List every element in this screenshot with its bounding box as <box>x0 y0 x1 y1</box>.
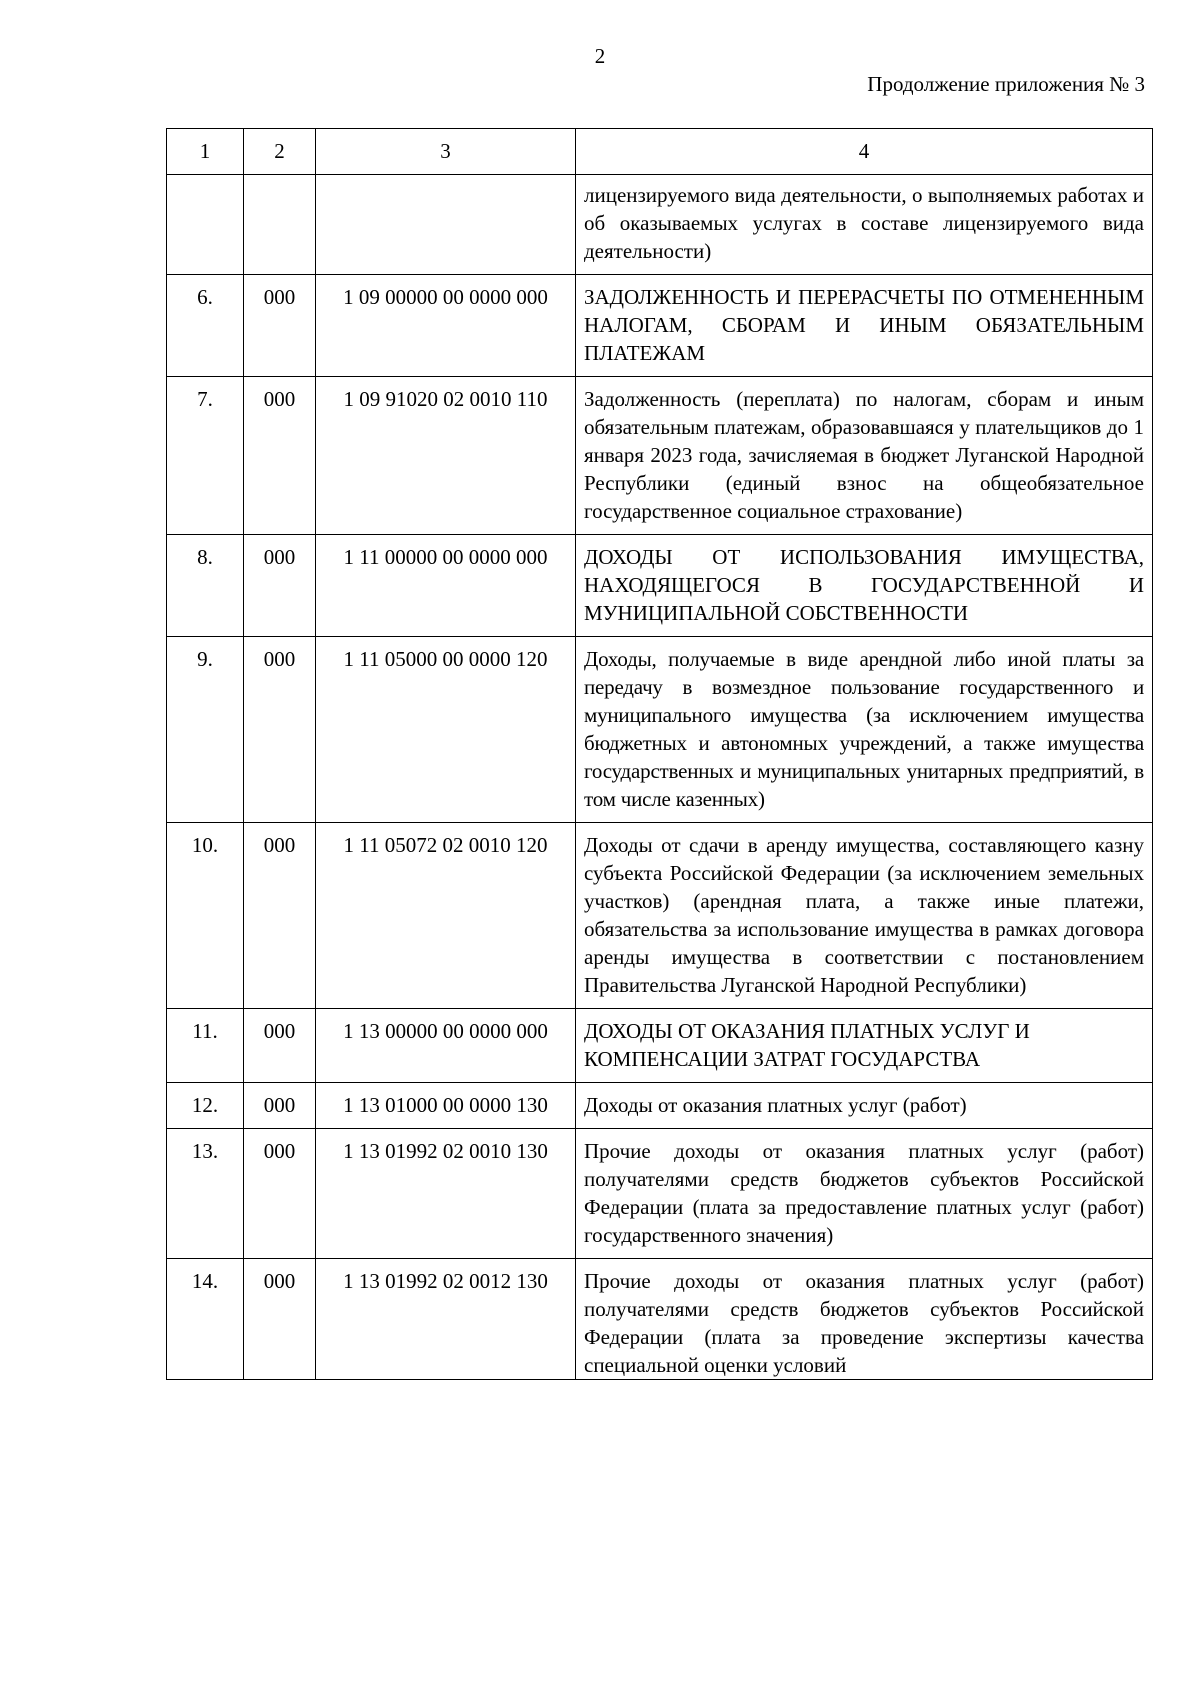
revenue-description: ДОХОДЫ ОТ ОКАЗАНИЯ ПЛАТНЫХ УСЛУГ И КОМПЕНСАЦИИ ЗАТРАТ ГОСУДАРСТВА <box>576 1009 1153 1083</box>
table-row <box>167 823 1153 1009</box>
revenue-code: 1 11 05000 00 0000 120 <box>316 637 576 823</box>
revenue-code: 1 13 01992 02 0012 130 <box>316 1259 576 1380</box>
revenue-code: 1 09 91020 02 0010 110 <box>316 377 576 535</box>
admin-code: 000 <box>244 535 316 637</box>
column-header-3: 3 <box>316 129 576 175</box>
column-header-1: 1 <box>167 129 244 175</box>
revenue-description: ЗАДОЛЖЕННОСТЬ И ПЕРЕРАСЧЕТЫ ПО ОТМЕНЕННЫМ НАЛОГАМ, СБОРАМ И ИНЫМ ОБЯЗАТЕЛЬНЫМ ПЛАТЕЖАМ <box>576 275 1153 377</box>
row-number: 10. <box>167 823 244 1009</box>
appendix-continuation-label: Продолжение приложения № 3 <box>867 72 1145 96</box>
admin-code <box>244 175 316 275</box>
revenue-code: 1 11 00000 00 0000 000 <box>316 535 576 637</box>
revenue-description: Прочие доходы от оказания платных услуг (работ) получателями средств бюджетов субъектов Российской Федерации (плата за проведение экспертизы качества специальной оценки условий <box>576 1259 1153 1380</box>
revenue-code: 1 13 01000 00 0000 130 <box>316 1083 576 1129</box>
row-number: 8. <box>167 535 244 637</box>
row-number: 11. <box>167 1009 244 1083</box>
admin-code: 000 <box>244 275 316 377</box>
revenue-description: ДОХОДЫ ОТ ИСПОЛЬЗОВАНИЯ ИМУЩЕСТВА, НАХОДЯЩЕГОСЯ В ГОСУДАРСТВЕННОЙ И МУНИЦИПАЛЬНОЙ СОБСТВЕННОСТИ <box>576 535 1153 637</box>
row-number: 9. <box>167 637 244 823</box>
revenue-description: Доходы от оказания платных услуг (работ) <box>576 1083 1153 1129</box>
revenue-code: 1 13 01992 02 0010 130 <box>316 1129 576 1259</box>
table-row <box>167 1083 1153 1129</box>
revenue-description: Доходы от сдачи в аренду имущества, составляющего казну субъекта Российской Федерации (за исключением земельных участков) (арендная плата, а также иные платежи, обязательства за использование имущества в рамках договора аренды имущества в соответствии с постановлением Правительства Луганской Народной Республики) <box>576 823 1153 1009</box>
column-header-2: 2 <box>244 129 316 175</box>
revenue-description: лицензируемого вида деятельности, о выполняемых работах и об оказываемых услугах в составе лицензируемого вида деятельности) <box>576 175 1153 275</box>
row-number: 13. <box>167 1129 244 1259</box>
row-number <box>167 175 244 275</box>
table-row <box>167 175 1153 275</box>
page-number: 2 <box>594 44 606 68</box>
table-row <box>167 275 1153 377</box>
admin-code: 000 <box>244 637 316 823</box>
row-number: 7. <box>167 377 244 535</box>
table-header-row <box>167 129 1153 175</box>
revenue-codes-table <box>166 128 1153 1380</box>
table-row <box>167 377 1153 535</box>
row-number: 12. <box>167 1083 244 1129</box>
column-header-4: 4 <box>576 129 1153 175</box>
revenue-description: Доходы, получаемые в виде арендной либо иной платы за передачу в возмездное пользование государственного и муниципального имущества (за исключением имущества бюджетных и автономных учреждений, а также имущества государственных и муниципальных унитарных предприятий, в том числе казенных) <box>576 637 1153 823</box>
revenue-description: Задолженность (переплата) по налогам, сборам и иным обязательным платежам, образовавшаяся у плательщиков до 1 января 2023 года, зачисляемая в бюджет Луганской Народной Республики (единый взнос на общеобязательное государственное социальное страхование) <box>576 377 1153 535</box>
row-number: 6. <box>167 275 244 377</box>
table-row <box>167 1009 1153 1083</box>
table-row <box>167 637 1153 823</box>
admin-code: 000 <box>244 1083 316 1129</box>
revenue-code <box>316 175 576 275</box>
row-number: 14. <box>167 1259 244 1380</box>
revenue-description: Прочие доходы от оказания платных услуг (работ) получателями средств бюджетов субъектов Российской Федерации (плата за предоставление платных услуг (работ) государственного значения) <box>576 1129 1153 1259</box>
revenue-code: 1 09 00000 00 0000 000 <box>316 275 576 377</box>
admin-code: 000 <box>244 1259 316 1380</box>
revenue-code: 1 11 05072 02 0010 120 <box>316 823 576 1009</box>
table-row <box>167 1259 1153 1380</box>
revenue-code: 1 13 00000 00 0000 000 <box>316 1009 576 1083</box>
admin-code: 000 <box>244 823 316 1009</box>
admin-code: 000 <box>244 1009 316 1083</box>
admin-code: 000 <box>244 1129 316 1259</box>
admin-code: 000 <box>244 377 316 535</box>
table-row <box>167 535 1153 637</box>
table-row <box>167 1129 1153 1259</box>
